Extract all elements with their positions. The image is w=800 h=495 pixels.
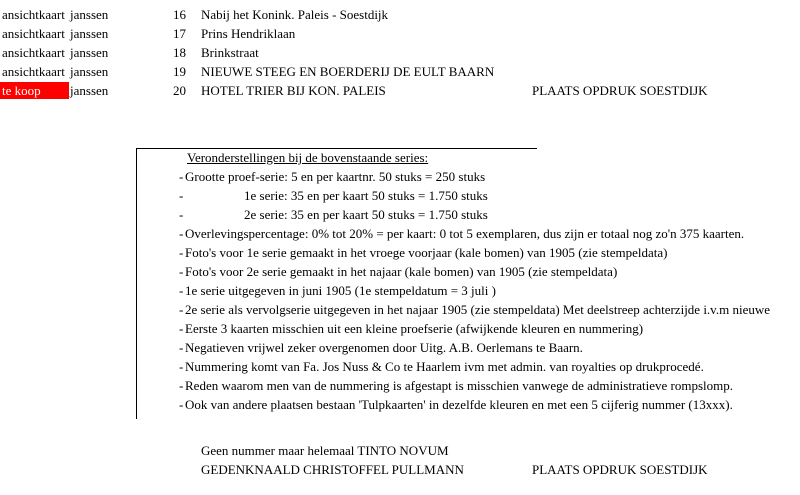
table-row	[0, 24, 800, 43]
note-text: Eerste 3 kaarten misschien uit een kleine proefserie (afwijkende kleuren en nummering)	[185, 321, 644, 336]
note-text: Foto's voor 2e serie gemaakt in het najaar (kale bomen) van 1905 (zie stempeldata)	[185, 264, 618, 279]
list-item	[0, 357, 800, 376]
note-text: 1e serie: 35 en per kaart 50 stuks = 1.750 stuks	[244, 188, 488, 203]
card-maker: janssen	[70, 26, 109, 41]
bullet-dash: -	[179, 302, 184, 317]
bullet-dash: -	[179, 169, 184, 184]
card-type: ansichtkaart	[2, 45, 65, 60]
bullet-dash: -	[179, 321, 184, 336]
list-item	[0, 319, 800, 338]
card-maker: janssen	[70, 83, 109, 98]
note-text: Ook van andere plaatsen bestaan 'Tulpkaarten' in dezelfde kleuren en met een 5 cijferig nummer (13xxx).	[185, 397, 733, 412]
bullet-dash: -	[179, 378, 184, 393]
list-item	[0, 262, 800, 281]
table-row	[0, 5, 800, 24]
note-text: Nummering komt van Fa. Jos Nuss & Co te Haarlem ivm met admin. van royalties op drukprocedé.	[185, 359, 704, 374]
card-title: Prins Hendriklaan	[201, 26, 296, 41]
card-note: PLAATS OPDRUK SOESTDIJK	[532, 83, 708, 98]
bullet-dash: -	[179, 264, 184, 279]
bullet-dash: -	[179, 226, 184, 241]
note-text: 2e serie als vervolgserie uitgegeven in het najaar 1905 (zie stempeldata) Met deelstreep achterzijde i.v.m nieuwe	[185, 302, 770, 317]
list-item	[0, 338, 800, 357]
list-item	[0, 300, 800, 319]
table-row	[0, 43, 800, 62]
note-text: Reden waarom men van de nummering is afgestapt is misschien vanwege de administratieve rompslomp.	[185, 378, 734, 393]
card-type: ansichtkaart	[2, 7, 65, 22]
card-number: 19	[173, 64, 186, 79]
list-item	[0, 205, 800, 224]
note-text: Negatieven vrijwel zeker overgenomen door Uitg. A.B. Oerlemans te Baarn.	[185, 340, 583, 355]
list-item	[0, 167, 800, 186]
card-maker: janssen	[70, 45, 109, 60]
list-item	[0, 376, 800, 395]
list-item	[0, 243, 800, 262]
footer-line-1: Geen nummer maar helemaal TINTO NOVUM	[201, 443, 449, 458]
card-number: 20	[173, 83, 186, 98]
card-title: Brinkstraat	[201, 45, 259, 60]
list-item	[0, 281, 800, 300]
bullet-dash: -	[179, 245, 184, 260]
card-type: ansichtkaart	[2, 26, 65, 41]
card-maker: janssen	[70, 7, 109, 22]
table-row	[0, 81, 800, 100]
note-text: 1e serie uitgegeven in juni 1905 (1e stempeldatum = 3 juli )	[185, 283, 496, 298]
bullet-dash: -	[179, 283, 184, 298]
note-text: 2e serie: 35 en per kaart 50 stuks = 1.750 stuks	[244, 207, 488, 222]
card-title: NIEUWE STEEG EN BOERDERIJ DE EULT BAARN	[201, 64, 495, 79]
table-row	[0, 62, 800, 81]
card-maker: janssen	[70, 64, 109, 79]
for-sale-tag: te koop	[0, 82, 69, 99]
note-text: Foto's voor 1e serie gemaakt in het vroege voorjaar (kale bomen) van 1905 (zie stempeldata)	[185, 245, 668, 260]
footer-line-2: GEDENKNAALD CHRISTOFFEL PULLMANN	[201, 462, 464, 477]
card-number: 16	[173, 7, 186, 22]
card-number: 17	[173, 26, 186, 41]
card-number: 18	[173, 45, 186, 60]
bullet-dash: -	[179, 188, 184, 203]
card-title: Nabij het Konink. Paleis - Soestdijk	[201, 7, 389, 22]
list-item	[0, 186, 800, 205]
card-title: HOTEL TRIER BIJ KON. PALEIS	[201, 83, 386, 98]
bullet-dash: -	[179, 340, 184, 355]
list-item	[0, 224, 800, 243]
footer-note: PLAATS OPDRUK SOESTDIJK	[532, 462, 708, 477]
note-text: Grootte proef-serie: 5 en per kaartnr. 50 stuks = 250 stuks	[185, 169, 486, 184]
bullet-dash: -	[179, 397, 184, 412]
note-text: Overlevingspercentage: 0% tot 20% = per kaart: 0 tot 5 exemplaren, dus zijn er totaal nog zo'n 375 kaarten.	[185, 226, 745, 241]
bullet-dash: -	[179, 359, 184, 374]
bullet-dash: -	[179, 207, 184, 222]
list-item	[0, 395, 800, 414]
card-type: ansichtkaart	[2, 64, 65, 79]
notes-title: Veronderstellingen bij de bovenstaande series:	[187, 150, 429, 165]
